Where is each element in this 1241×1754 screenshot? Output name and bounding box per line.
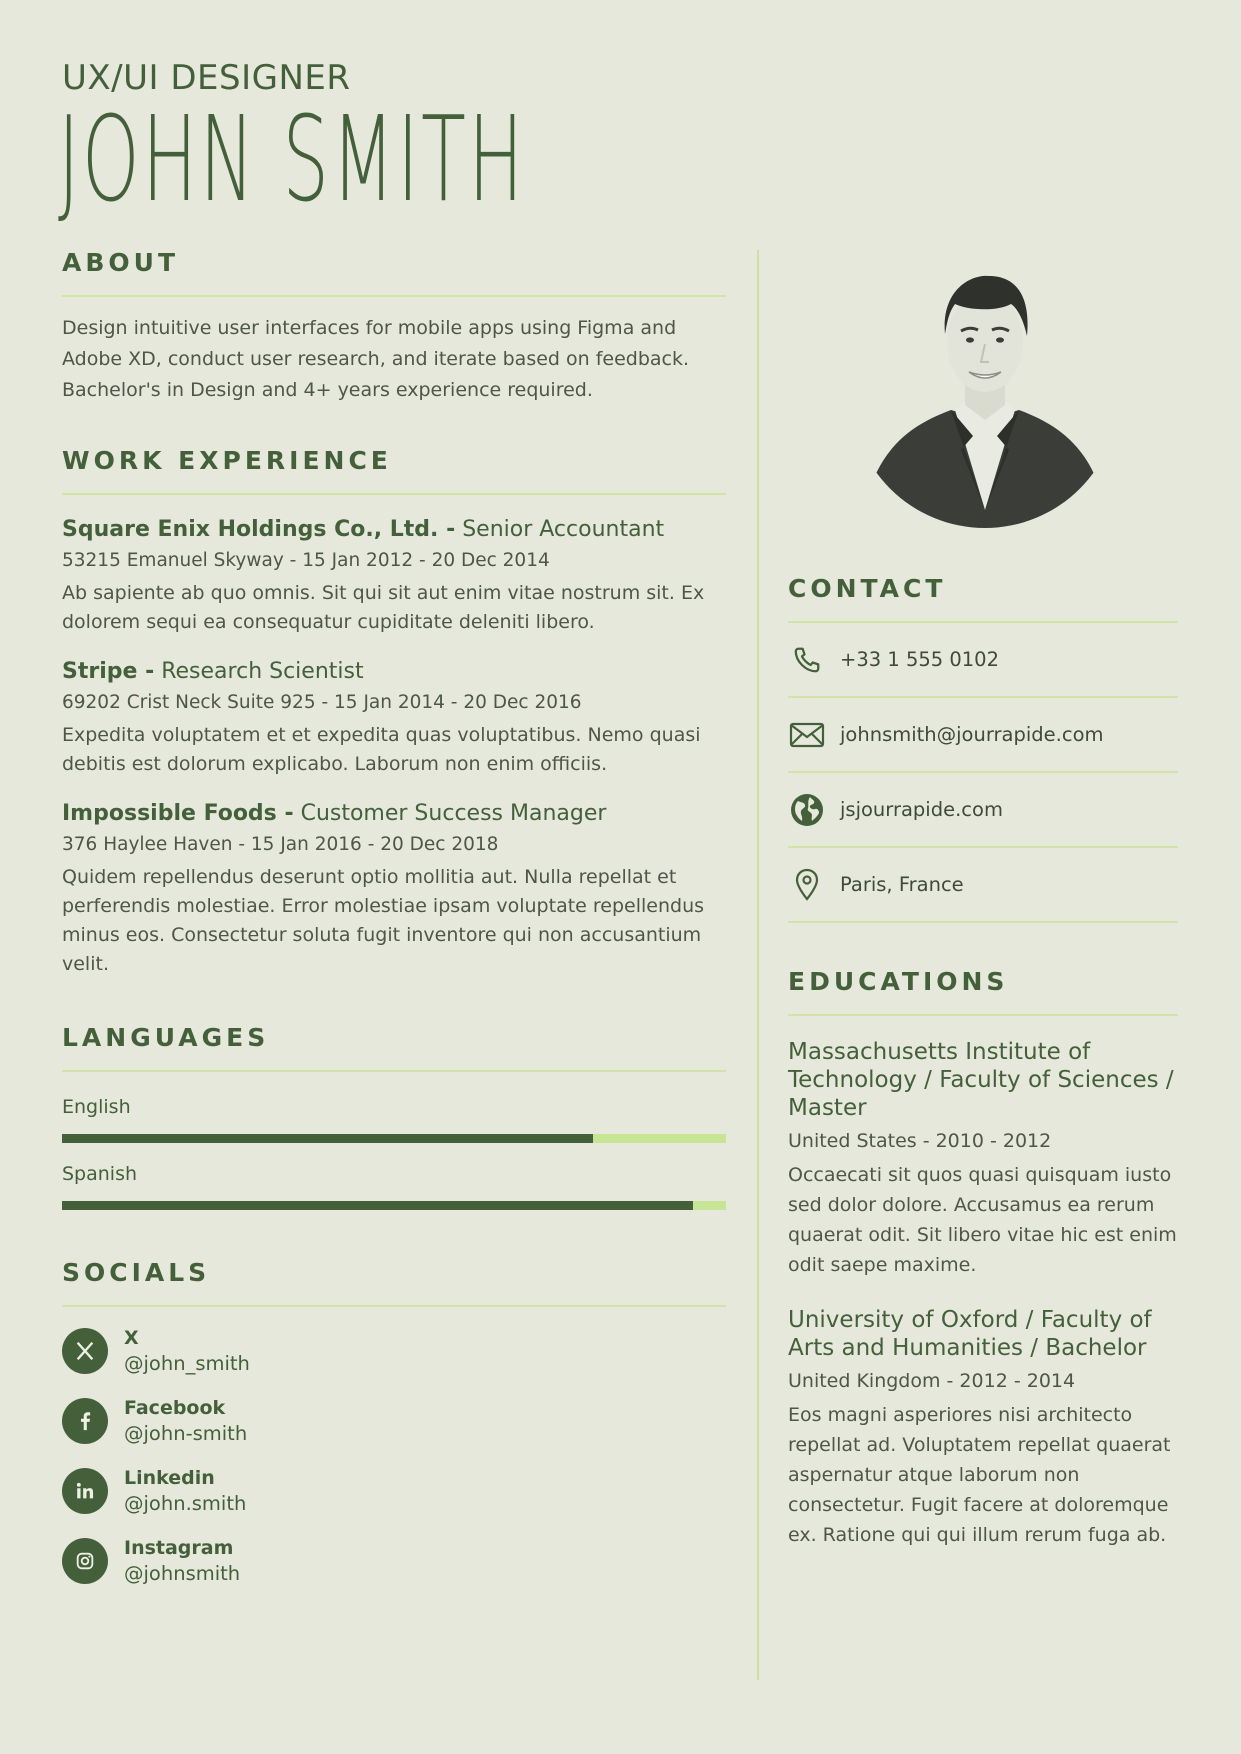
phone-icon [788, 641, 826, 679]
work-role: Research Scientist [161, 659, 364, 684]
socials-section [62, 1258, 726, 1587]
education-description: Occaecati sit quos quasi quisquam iusto sed dolor dolore. Accusamus ea rerum quaerat odit. Sit libero vitae hic est enim odit saepe maxime. [788, 1164, 1177, 1276]
social-name: Facebook [124, 1397, 226, 1419]
work-description: Ab sapiente ab quo omnis. Sit qui sit aut enim vitae nostrum sit. Ex dolorem sequi ea consequatur cupiditate deleniti libero. [62, 582, 705, 633]
education-location-dates: United States - 2010 - 2012 [788, 1130, 1052, 1152]
contact-title: CONTACT [788, 574, 947, 603]
social-name: Instagram [124, 1537, 234, 1559]
contact-website-text[interactable]: jsjourrapide.com [840, 798, 1003, 821]
x-icon [62, 1328, 108, 1374]
section-rule [62, 1070, 726, 1072]
education-location-dates: United Kingdom - 2012 - 2014 [788, 1370, 1076, 1392]
work-description: Quidem repellendus deserunt optio mollitia aut. Nulla repellat et perferendis molestiae. Error molestiae ipsam voluptate repellendus minus eos. Consectetur soluta fugit inventore qui non accusantium velit. [62, 866, 705, 975]
contact-location-text: Paris, France [840, 873, 964, 896]
education-degree: University of Oxford / Faculty of Arts and Humanities / Bachelor [788, 1307, 1152, 1361]
contact-email[interactable] [788, 698, 1178, 773]
social-handle[interactable]: @john_smith [124, 1352, 250, 1375]
languages-section [62, 1023, 726, 1210]
candidate-name: JOHN SMITH [58, 90, 526, 228]
language-level-bar [62, 1134, 726, 1143]
work-description: Expedita voluptatem et et expedita quas voluptatibus. Nemo quasi debitis est dolorum explicabo. Laborum non enim officiis. [62, 724, 701, 775]
work-heading [62, 517, 726, 542]
work-heading [62, 659, 726, 684]
work-experience-title: WORK EXPERIENCE [62, 446, 392, 475]
language-level-fill [62, 1134, 593, 1143]
work-experience-section [62, 446, 726, 979]
social-item-linkedin[interactable] [62, 1465, 726, 1517]
section-rule [788, 1014, 1178, 1016]
education-description: Eos magni asperiores nisi architecto repellat ad. Voluptatem repellat quaerat aspernatur atque laborum non consectetur. Fugit facere at doloremque ex. Ratione qui qui illum rerum fuga ab. [788, 1404, 1171, 1546]
column-divider [757, 250, 759, 1680]
left-column [62, 248, 726, 1587]
work-address-dates: 376 Haylee Haven - 15 Jan 2016 - 20 Dec 2018 [62, 834, 499, 855]
language-level-bar [62, 1201, 726, 1210]
work-role: Senior Accountant [462, 517, 665, 542]
section-rule [62, 1305, 726, 1307]
about-title: ABOUT [62, 248, 180, 277]
work-item [62, 659, 726, 779]
work-company: Square Enix Holdings Co., Ltd. - [62, 517, 456, 542]
social-item-x[interactable] [62, 1325, 726, 1377]
globe-icon [788, 791, 826, 829]
job-title: UX/UI DESIGNER [62, 58, 351, 98]
right-column [788, 250, 1178, 1550]
language-name: English [62, 1096, 131, 1118]
education-section [788, 967, 1178, 1550]
section-rule [62, 493, 726, 495]
work-company: Stripe - [62, 659, 155, 684]
education-item [788, 1306, 1178, 1550]
language-name: Spanish [62, 1163, 138, 1185]
envelope-icon [788, 716, 826, 754]
work-address-dates: 53215 Emanuel Skyway - 15 Jan 2012 - 20 Dec 2014 [62, 550, 550, 571]
education-title: EDUCATIONS [788, 967, 1009, 996]
work-company: Impossible Foods - [62, 801, 294, 826]
instagram-icon [62, 1538, 108, 1584]
language-item [62, 1096, 726, 1143]
contact-phone-text[interactable]: +33 1 555 0102 [840, 648, 999, 671]
work-item [62, 517, 726, 637]
map-pin-icon [788, 866, 826, 904]
contact-section [788, 574, 1178, 923]
social-handle[interactable]: @john.smith [124, 1492, 247, 1515]
education-degree: Massachusetts Institute of Technology / Faculty of Sciences / Master [788, 1039, 1174, 1121]
social-handle[interactable]: @john-smith [124, 1422, 248, 1445]
work-heading [62, 801, 726, 826]
about-section [62, 248, 726, 406]
contact-location [788, 848, 1178, 923]
facebook-icon [62, 1398, 108, 1444]
contact-email-text[interactable]: johnsmith@jourrapide.com [840, 723, 1104, 746]
profile-photo [851, 260, 1119, 528]
linkedin-icon [62, 1468, 108, 1514]
social-item-facebook[interactable] [62, 1395, 726, 1447]
social-name: X [124, 1327, 139, 1349]
contact-phone[interactable] [788, 623, 1178, 698]
social-handle[interactable]: @johnsmith [124, 1562, 241, 1585]
language-item [62, 1163, 726, 1210]
work-address-dates: 69202 Crist Neck Suite 925 - 15 Jan 2014 - 20 Dec 2016 [62, 692, 582, 713]
contact-website[interactable] [788, 773, 1178, 848]
work-item [62, 801, 726, 979]
languages-title: LANGUAGES [62, 1023, 270, 1052]
socials-title: SOCIALS [62, 1258, 211, 1287]
language-level-fill [62, 1201, 693, 1210]
about-text: Design intuitive user interfaces for mobile apps using Figma and Adobe XD, conduct user research, and iterate based on feedback. Bachelor's in Design and 4+ years experience required. [62, 317, 690, 401]
work-role: Customer Success Manager [300, 801, 607, 826]
social-item-instagram[interactable] [62, 1535, 726, 1587]
social-name: Linkedin [124, 1467, 215, 1489]
education-item [788, 1038, 1178, 1280]
section-rule [62, 295, 726, 297]
